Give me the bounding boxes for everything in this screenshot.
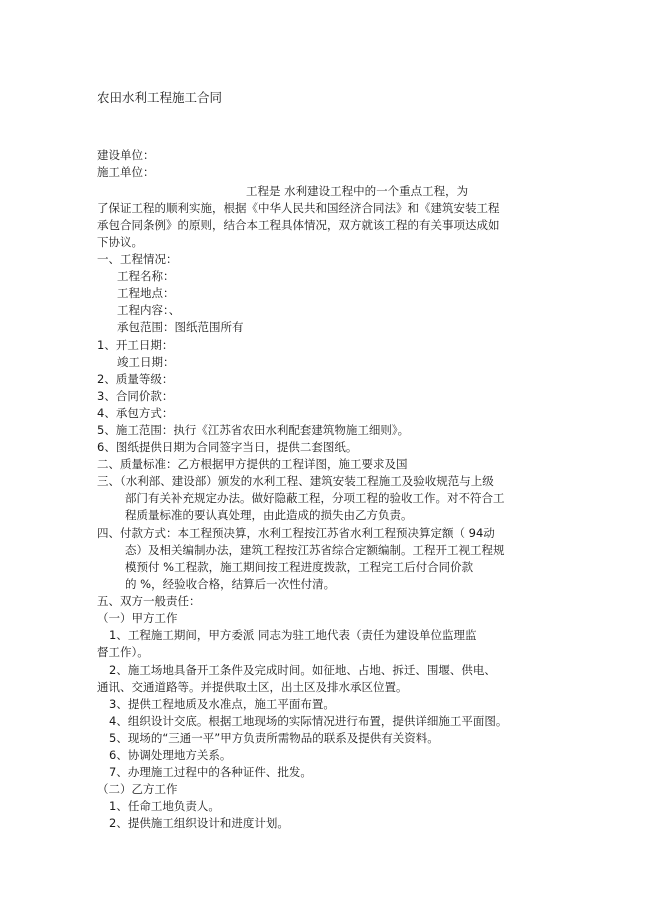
clause-line: 的 %，经验收合格，结算后一次性付清。 [125,577,336,591]
clause-line: 督工作）。 [97,645,149,659]
clause-line: 程质量标准的要认真处理，由此造成的损失由乙方负责。 [125,508,413,522]
intro-line: 工程是 水利建设工程中的一个重点工程，为 [246,184,469,198]
clause-line: 通讯、交通道路等。并提供取土区，出土区及排水承区位置。 [97,680,408,694]
section-heading: 四、付款方式：本工程预决算，水利工程按江苏省水利工程预决算定额（ 94动 [97,526,495,540]
party-b-line: 施工单位： [97,165,155,179]
clause-line: 3、合同价款： [97,389,174,403]
clause-line: 承包范围：图纸范围所有 [117,320,244,334]
clause-line: 2、提供施工组织设计和进度计划。 [109,816,289,830]
clause-line: 2、质量等级： [97,372,174,386]
clause-line: 模预付 %工程款，施工期间按工程进度拨款，工程完工后付合同价款 [125,560,474,574]
clause-line: 7、办理施工过程中的各种证件、批发。 [109,765,312,779]
clause-line: 5、现场的“三通一平”甲方负责所需物品的联系及提供有关资料。 [109,731,439,745]
section-heading: 二、质量标准：乙方根据甲方提供的工程详图，施工要求及国 [97,457,408,471]
subsection-heading: （一）甲方工作 [97,611,178,625]
subsection-heading: （二）乙方工作 [97,782,178,796]
intro-line: 了保证工程的顺利实施，根据《中华人民共和国经济合同法》和《建筑安装工程 [97,201,500,215]
clause-line: 4、组织设计交底。根据工地现场的实际情况进行布置，提供详细施工平面图。 [109,714,508,728]
clause-line: 3、提供工程地质及水准点，施工平面布置。 [109,697,335,711]
intro-line: 下协议。 [97,235,143,249]
clause-line: 1、任命工地负责人。 [109,799,220,813]
clause-line: 6、图纸提供日期为合同签字当日，提供二套图纸。 [97,440,358,454]
clause-line: 4、承包方式： [97,406,174,420]
clause-line: 1、工程施工期间，甲方委派 同志为驻工地代表（责任为建设单位监理监 [109,628,477,642]
intro-line: 承包合同条例》的原则，结合本工程具体情况，双方就该工程的有关事项达成如 [97,218,500,232]
clause-line: 部门有关补充规定办法。做好隐蔽工程，分项工程的验收工作。对不符合工 [125,491,505,505]
section-heading: 五、双方一般责任： [97,594,201,608]
clause-line: 5、施工范围：执行《江苏省农田水利配套建筑物施工细则》。 [97,423,410,437]
clause-line: 竣工日期： [117,355,175,369]
clause-line: 工程地点： [117,286,175,300]
clause-line: 工程名称： [117,269,175,283]
document-title: 农田水利工程施工合同 [97,90,223,105]
clause-line: 2、施工场地具备开工条件及完成时间。如征地、占地、拆迁、围堰、供电、 [109,663,496,677]
clause-line: 6、协调处理地方关系。 [109,748,232,762]
section-heading: 三、（水利部、建设部）颁发的水利工程、建筑安装工程施工及验收规范与上级 [97,474,494,488]
clause-line: 1、开工日期： [97,338,174,352]
party-a-line: 建设单位： [97,148,155,162]
clause-line: 态）及相关编制办法，建筑工程按江苏省综合定额编制。工程开工视工程规 [125,543,505,557]
clause-line: 工程内容：、 [117,303,181,317]
section-heading: 一、工程情况： [97,252,178,266]
